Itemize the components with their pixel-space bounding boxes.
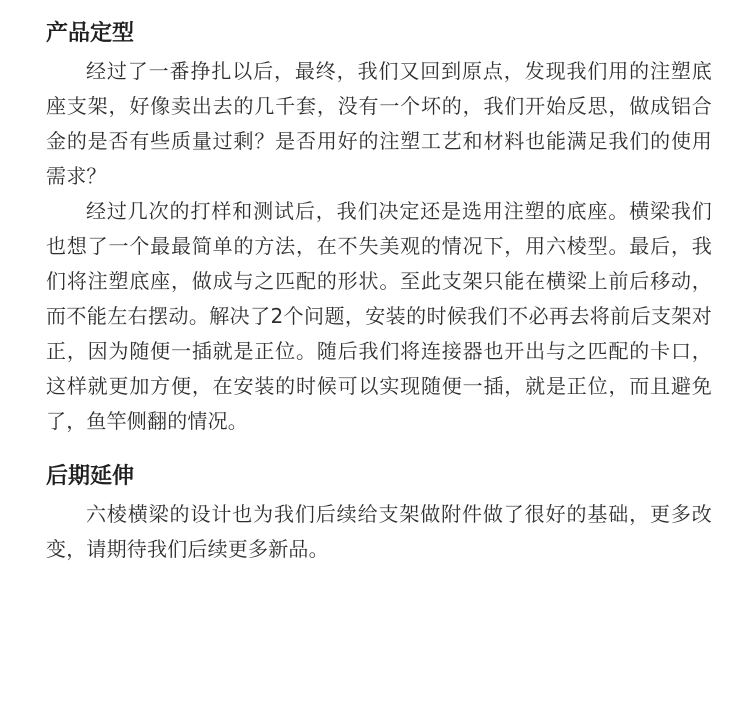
paragraph-extension: 六棱横梁的设计也为我们后续给支架做附件做了很好的基础，更多改变，请期待我们后续更多新品。 xyxy=(46,502,712,561)
paragraph-testing: 经过几次的打样和测试后，我们决定还是选用注塑的底座。横梁我们也想了一个最最简单的方法，在不失美观的情况下，用六棱型。最后，我们将注塑底座，做成与之匹配的形状。至此支架只能在横梁上前后移动，而不能左右摆动。解决了2个问题，安装的时候我们不必再去将前后支架对正，因为随便一插就是正位。随后我们将连接器也开出与之匹配的卡口，这样就更加方便，在安装的时候可以实现随便一插，就是正位，而且避免了，鱼竿侧翻的情况。 xyxy=(46,199,712,433)
section-title-product-finalization: 产品定型 xyxy=(46,21,135,46)
paragraph-struggle: 经过了一番挣扎以后，最终，我们又回到原点，发现我们用的注塑底座支架，好像卖出去的几千套，没有一个坏的，我们开始反思，做成铝合金的是否有些质量过剩？是否用好的注塑工艺和材料也能满足我们的使用需求？ xyxy=(46,59,712,188)
section-title-future-extension: 后期延伸 xyxy=(46,464,135,489)
